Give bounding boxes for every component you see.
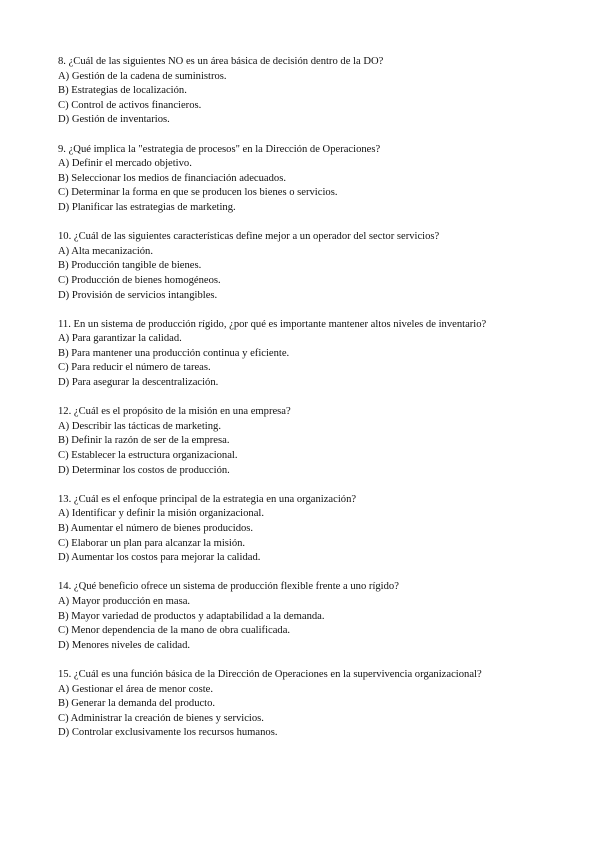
option-d: D) Planificar las estrategias de marketing. — [58, 201, 236, 213]
option-c: C) Control de activos financieros. — [58, 99, 202, 111]
option-d: D) Controlar exclusivamente los recursos humanos. — [58, 727, 278, 739]
option-b: B) Mayor variedad de productos y adaptabilidad a la demanda. — [58, 610, 325, 622]
question-8 — [58, 55, 578, 128]
option-a: A) Gestión de la cadena de suministros. — [58, 70, 227, 82]
option-c: C) Administrar la creación de bienes y servicios. — [58, 712, 264, 724]
question-text: 14. ¿Qué beneficio ofrece un sistema de producción flexible frente a uno rígido? — [58, 581, 399, 593]
question-text: 11. En un sistema de producción rígido, ¿por qué es importante mantener altos niveles de inventario? — [58, 318, 487, 330]
option-a: A) Describir las tácticas de marketing. — [58, 420, 221, 432]
option-d: D) Gestión de inventarios. — [58, 114, 170, 126]
question-13 — [58, 493, 578, 566]
option-d: D) Aumentar los costos para mejorar la calidad. — [58, 552, 261, 564]
question-10 — [58, 230, 578, 303]
question-text: 13. ¿Cuál es el enfoque principal de la estrategia en una organización? — [58, 493, 357, 505]
option-b: B) Aumentar el número de bienes producidos. — [58, 523, 254, 534]
question-text: 12. ¿Cuál es el propósito de la misión en una empresa? — [58, 406, 291, 418]
question-14 — [58, 580, 578, 653]
option-d: D) Determinar los costos de producción. — [58, 464, 230, 476]
option-a: A) Para garantizar la calidad. — [58, 333, 182, 345]
option-c: C) Producción de bienes homogéneos. — [58, 274, 221, 286]
option-a: A) Definir el mercado objetivo. — [58, 158, 192, 170]
option-b: B) Seleccionar los medios de financiación adecuados. — [58, 172, 286, 184]
document-page — [58, 55, 578, 756]
question-text: 9. ¿Qué implica la "estrategia de procesos" en la Dirección de Operaciones? — [58, 143, 381, 155]
option-c: C) Para reducir el número de tareas. — [58, 362, 211, 374]
option-c: C) Menor dependencia de la mano de obra cualificada. — [58, 625, 291, 637]
option-d: D) Para asegurar la descentralización. — [58, 377, 219, 389]
option-b: B) Producción tangible de bienes. — [58, 260, 202, 272]
question-12 — [58, 405, 578, 478]
option-d: D) Menores niveles de calidad. — [58, 639, 191, 651]
option-c: C) Establecer la estructura organizacional. — [58, 450, 238, 462]
option-a: A) Gestionar el área de menor coste. — [58, 683, 214, 695]
question-9 — [58, 143, 578, 216]
option-a: A) Mayor producción en masa. — [58, 595, 191, 607]
option-b: B) Estrategias de localización. — [58, 85, 187, 97]
question-text: 8. ¿Cuál de las siguientes NO es un área básica de decisión dentro de la DO? — [58, 56, 384, 67]
option-a: A) Alta mecanización. — [58, 245, 154, 257]
question-11 — [58, 318, 578, 391]
question-text: 15. ¿Cuál es una función básica de la Dirección de Operaciones en la supervivencia organizacional? — [58, 668, 482, 680]
option-c: C) Determinar la forma en que se producen los bienes o servicios. — [58, 187, 338, 199]
option-b: B) Generar la demanda del producto. — [58, 698, 216, 710]
option-a: A) Identificar y definir la misión organizacional. — [58, 508, 265, 520]
option-b: B) Definir la razón de ser de la empresa. — [58, 435, 230, 447]
question-15 — [58, 668, 578, 741]
option-c: C) Elaborar un plan para alcanzar la misión. — [58, 537, 246, 549]
option-d: D) Provisión de servicios intangibles. — [58, 289, 218, 301]
option-b: B) Para mantener una producción continua y eficiente. — [58, 347, 290, 359]
question-text: 10. ¿Cuál de las siguientes características define mejor a un operador del sector servicios? — [58, 231, 440, 243]
